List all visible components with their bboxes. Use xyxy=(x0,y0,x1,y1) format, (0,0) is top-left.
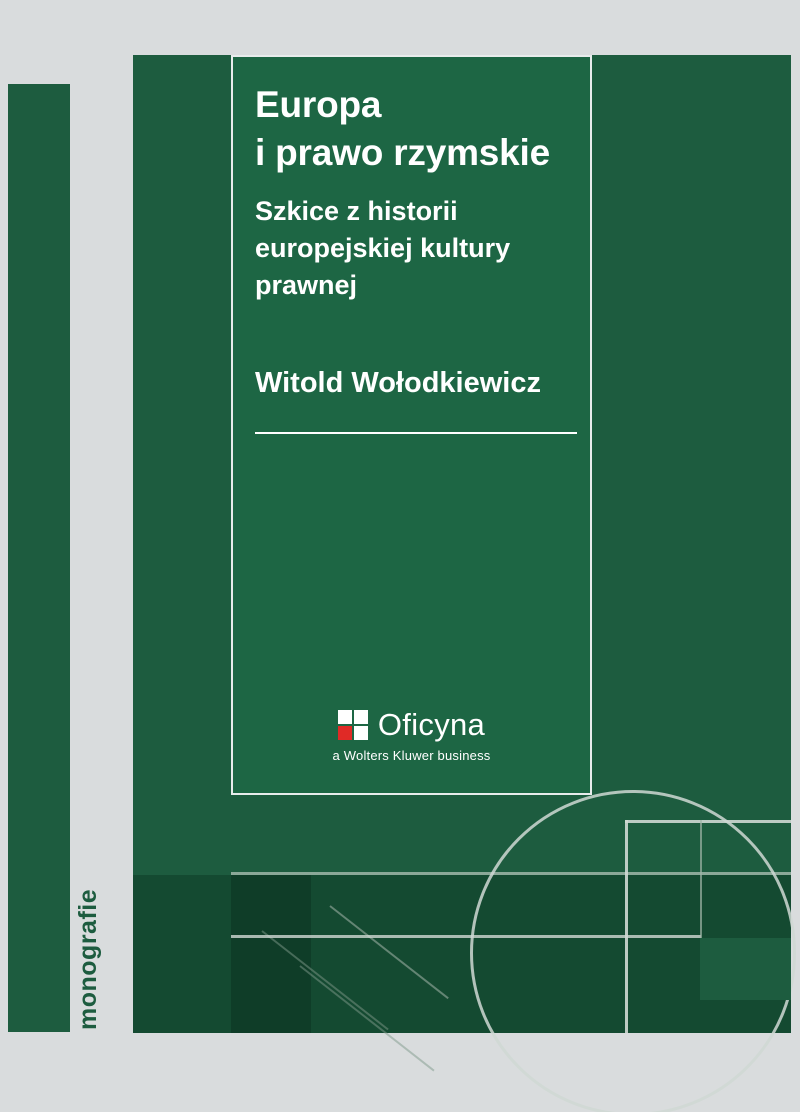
book-subtitle xyxy=(255,193,570,304)
lower-dark-green-accent xyxy=(231,875,311,1033)
book-title-line1: Europa xyxy=(255,84,382,125)
publisher-logo xyxy=(233,707,590,763)
book-subtitle-line1: Szkice z historii xyxy=(255,196,458,227)
title-block xyxy=(255,81,570,304)
book-author: Witold Wołodkiewicz xyxy=(255,367,541,399)
author-divider xyxy=(255,432,577,434)
four-square-logo-icon xyxy=(338,710,368,740)
publisher-name: Oficyna xyxy=(377,707,486,742)
book-subtitle-line3: prawnej xyxy=(255,270,358,301)
book-title xyxy=(255,81,570,177)
title-panel xyxy=(231,55,592,795)
book-title-line2: i prawo rzymskie xyxy=(255,132,550,174)
green-corner-chip xyxy=(700,938,791,1000)
publisher-logo-row xyxy=(338,707,485,743)
publisher-tagline: a Wolters Kluwer business xyxy=(332,748,491,763)
series-label: monografie xyxy=(74,888,102,1030)
book-subtitle-line2: europejskiej kultury xyxy=(255,233,511,264)
left-green-band xyxy=(8,84,70,1032)
